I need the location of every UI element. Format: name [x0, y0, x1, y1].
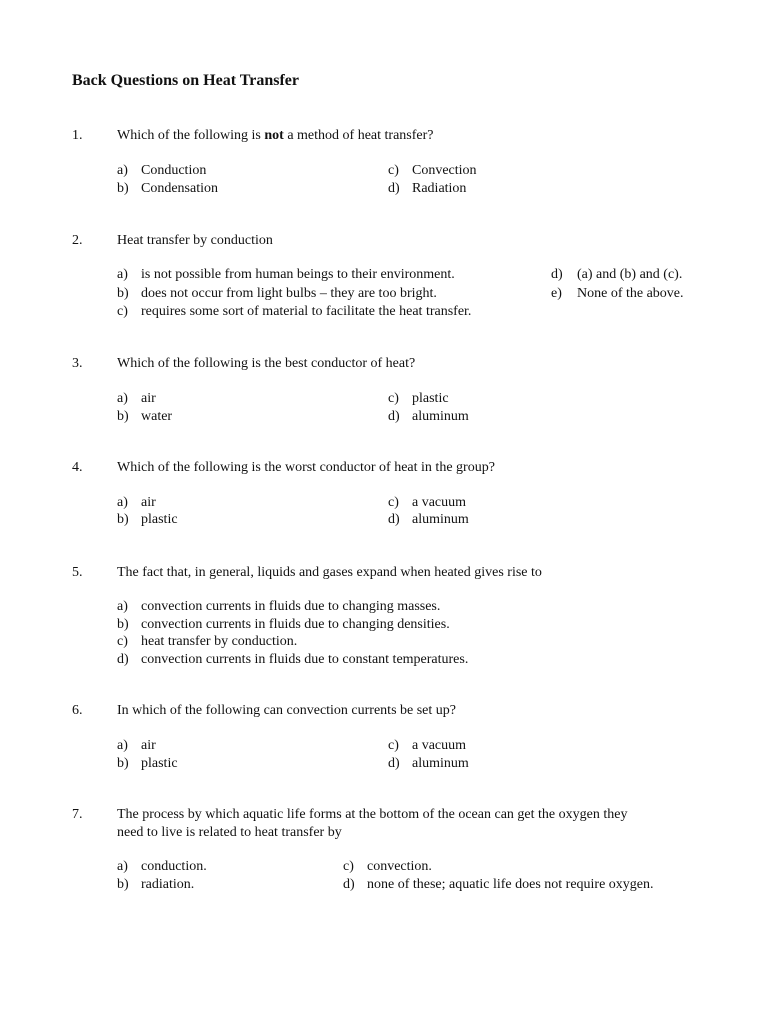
option-text: Condensation [141, 181, 218, 196]
answer-option [117, 858, 207, 875]
option-text: Convection [412, 163, 477, 178]
question-number: 2. [72, 233, 83, 248]
option-text: none of these; aquatic life does not require oxygen. [367, 877, 654, 892]
option-label: d) [388, 181, 400, 196]
option-text: plastic [141, 756, 178, 771]
answer-option [117, 266, 455, 283]
option-text: requires some sort of material to facilitate the heat transfer. [141, 304, 472, 319]
option-text: aluminum [412, 756, 469, 771]
answer-option [117, 755, 178, 772]
option-label: a) [117, 495, 128, 510]
option-label: b) [117, 756, 129, 771]
option-label: d) [551, 267, 563, 282]
question-stem-line-1: The process by which aquatic life forms at the bottom of the ocean can get the oxygen they [117, 807, 628, 822]
option-text: a vacuum [412, 738, 467, 753]
option-label: c) [343, 859, 354, 874]
question-stem: Which of the following is the worst conductor of heat in the group? [117, 460, 495, 475]
option-text: plastic [141, 512, 178, 527]
answer-option [388, 390, 449, 407]
answer-option [343, 858, 432, 875]
page-title: Back Questions on Heat Transfer [72, 72, 299, 89]
answer-option [117, 162, 206, 179]
answer-option [117, 598, 440, 615]
option-text: (a) and (b) and (c). [577, 267, 683, 282]
option-label: d) [117, 652, 129, 667]
answer-option [388, 511, 469, 528]
answer-option [117, 285, 437, 302]
option-label: d) [343, 877, 355, 892]
question-stem: In which of the following can convection currents be set up? [117, 703, 457, 718]
answer-option [388, 162, 477, 179]
option-text: None of the above. [577, 286, 684, 301]
answer-option [117, 651, 468, 668]
answer-option [117, 390, 156, 407]
option-label: e) [551, 286, 562, 301]
answer-option [117, 408, 172, 425]
option-text: radiation. [141, 877, 195, 892]
answer-option [388, 180, 466, 197]
question-number: 5. [72, 565, 83, 580]
option-text: does not occur from light bulbs – they are too bright. [141, 286, 437, 301]
option-text: convection currents in fluids due to constant temperatures. [141, 652, 469, 667]
answer-option [117, 633, 297, 650]
question-stem: The fact that, in general, liquids and gases expand when heated gives rise to [117, 565, 542, 580]
answer-option [117, 876, 194, 893]
option-text: convection currents in fluids due to changing densities. [141, 617, 450, 632]
option-text: convection. [367, 859, 432, 874]
option-text: a vacuum [412, 495, 467, 510]
stem-text: a method of heat transfer? [283, 128, 434, 143]
answer-option [551, 285, 684, 302]
question-number: 7. [72, 807, 83, 822]
answer-option [388, 408, 469, 425]
question-number: 6. [72, 703, 83, 718]
option-label: c) [388, 738, 399, 753]
answer-option [117, 303, 471, 320]
option-text: aluminum [412, 512, 469, 527]
stem-emphasis: not [264, 128, 284, 143]
option-label: b) [117, 286, 129, 301]
option-text: air [141, 391, 156, 406]
answer-option [388, 494, 466, 511]
option-label: c) [117, 304, 128, 319]
option-label: a) [117, 859, 128, 874]
option-label: b) [117, 617, 129, 632]
option-text: water [141, 409, 173, 424]
option-label: d) [388, 512, 400, 527]
option-text: is not possible from human beings to their environment. [141, 267, 455, 282]
option-label: c) [117, 634, 128, 649]
option-text: air [141, 495, 156, 510]
option-text: convection currents in fluids due to changing masses. [141, 599, 441, 614]
option-label: c) [388, 391, 399, 406]
answer-option [117, 511, 178, 528]
answer-option [551, 266, 682, 283]
option-text: plastic [412, 391, 449, 406]
option-label: a) [117, 599, 128, 614]
answer-option [388, 737, 466, 754]
question-stem-line-2: need to live is related to heat transfer by [117, 825, 342, 840]
question-stem: Which of the following is the best conductor of heat? [117, 356, 416, 371]
option-label: a) [117, 267, 128, 282]
answer-option [117, 180, 218, 197]
answer-option [388, 755, 469, 772]
option-label: d) [388, 409, 400, 424]
answer-option [343, 876, 654, 893]
option-text: heat transfer by conduction. [141, 634, 298, 649]
option-text: Radiation [412, 181, 467, 196]
question-number: 3. [72, 356, 83, 371]
option-text: aluminum [412, 409, 469, 424]
question-number: 1. [72, 128, 83, 143]
option-label: b) [117, 409, 129, 424]
option-label: a) [117, 738, 128, 753]
option-label: a) [117, 163, 128, 178]
option-label: a) [117, 391, 128, 406]
answer-option [117, 616, 450, 633]
answer-option [117, 737, 156, 754]
answer-option [117, 494, 156, 511]
option-label: c) [388, 495, 399, 510]
option-label: b) [117, 512, 129, 527]
question-number: 4. [72, 460, 83, 475]
question-stem: Heat transfer by conduction [117, 233, 273, 248]
stem-text: Which of the following is [117, 128, 265, 143]
option-text: conduction. [141, 859, 207, 874]
option-text: air [141, 738, 156, 753]
option-label: b) [117, 877, 129, 892]
option-label: b) [117, 181, 129, 196]
option-text: Conduction [141, 163, 207, 178]
option-label: c) [388, 163, 399, 178]
question-stem [117, 127, 433, 144]
option-label: d) [388, 756, 400, 771]
